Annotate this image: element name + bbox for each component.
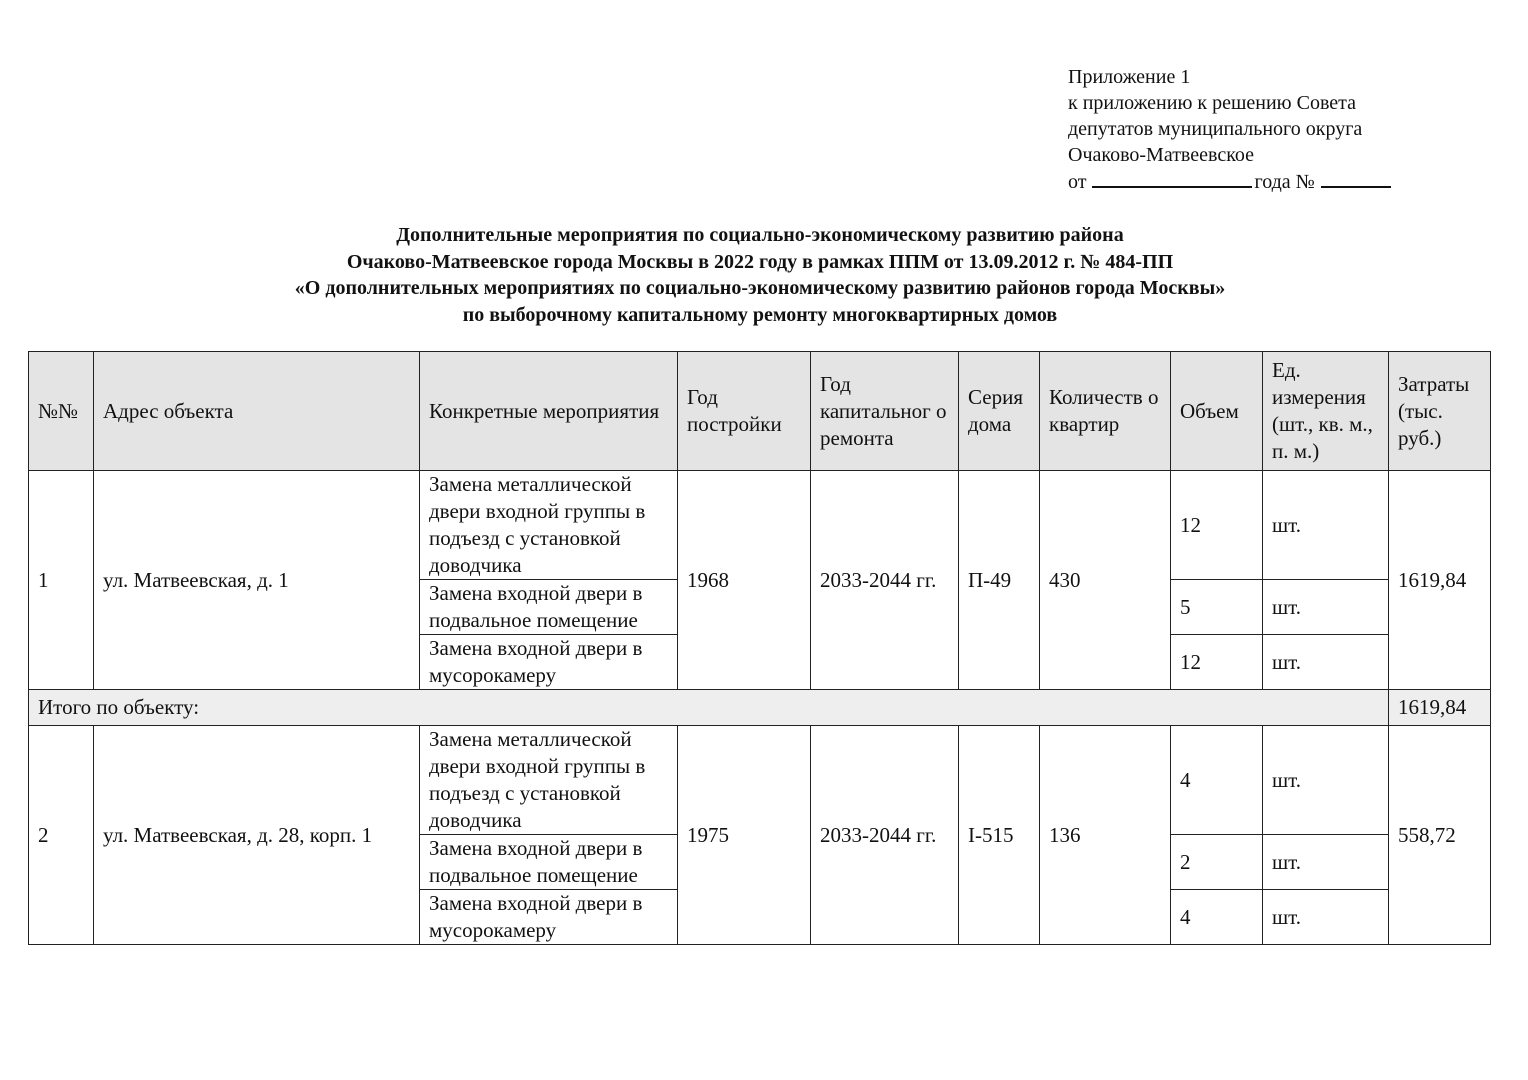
date-middle: года № [1254, 171, 1315, 193]
header-apartments: Количеств о квартир [1040, 352, 1171, 471]
cell-apartments: 136 [1040, 726, 1171, 945]
cell-unit: шт. [1263, 835, 1389, 890]
cell-repair-years: 2033-2044 гг. [811, 726, 959, 945]
cell-cost: 558,72 [1389, 726, 1491, 945]
cell-series: П-49 [959, 471, 1040, 690]
cell-volume: 2 [1171, 835, 1263, 890]
cell-measure: Замена входной двери в мусорокамеру [420, 635, 678, 690]
cell-volume: 5 [1171, 580, 1263, 635]
header-volume: Объем [1171, 352, 1263, 471]
cell-unit: шт. [1263, 471, 1389, 580]
cell-series: I-515 [959, 726, 1040, 945]
cell-address: ул. Матвеевская, д. 1 [94, 471, 420, 690]
document-title [100, 222, 1420, 328]
appendix-date-line [1068, 168, 1508, 195]
total-value: 1619,84 [1389, 690, 1491, 726]
cell-cost: 1619,84 [1389, 471, 1491, 690]
cell-repair-years: 2033-2044 гг. [811, 471, 959, 690]
title-line: «О дополнительных мероприятиях по социально-экономическому развитию районов города Москвы» [294, 277, 1226, 299]
cell-unit: шт. [1263, 726, 1389, 835]
title-line: по выборочному капитальному ремонту многоквартирных домов [462, 303, 1058, 326]
appendix-block [1068, 64, 1508, 195]
title-line: Очаково-Матвеевское города Москвы в 2022 году в рамках ППМ от 13.09.2012 г. № 484-ПП [346, 250, 1174, 273]
cell-num: 1 [29, 471, 94, 690]
cell-volume: 4 [1171, 726, 1263, 835]
appendix-line: к приложению к решению Совета [1068, 92, 1357, 114]
cell-measure: Замена входной двери в подвальное помещение [420, 580, 678, 635]
cell-unit: шт. [1263, 580, 1389, 635]
cell-measure: Замена металлической двери входной группы в подъезд с установкой доводчика [420, 726, 678, 835]
measures-table [28, 351, 1491, 945]
date-blank [1092, 168, 1252, 188]
header-cost: Затраты (тыс. руб.) [1389, 352, 1491, 471]
cell-volume: 4 [1171, 890, 1263, 945]
appendix-line: Очаково-Матвеевское [1068, 144, 1255, 166]
table-row [29, 471, 1491, 580]
cell-num: 2 [29, 726, 94, 945]
cell-year-built: 1975 [678, 726, 811, 945]
cell-measure: Замена входной двери в мусорокамеру [420, 890, 678, 945]
cell-unit: шт. [1263, 890, 1389, 945]
date-prefix: от [1068, 171, 1087, 193]
header-year-built: Год постройки [678, 352, 811, 471]
cell-volume: 12 [1171, 471, 1263, 580]
cell-unit: шт. [1263, 635, 1389, 690]
header-address: Адрес объекта [94, 352, 420, 471]
cell-volume: 12 [1171, 635, 1263, 690]
table-row [29, 726, 1491, 835]
cell-measure: Замена металлической двери входной группы в подъезд с установкой доводчика [420, 471, 678, 580]
appendix-line: депутатов муниципального округа [1068, 118, 1363, 140]
header-unit: Ед. измерения (шт., кв. м., п. м.) [1263, 352, 1389, 471]
header-repair-year: Год капитальног о ремонта [811, 352, 959, 471]
table-header-row [29, 352, 1491, 471]
cell-apartments: 430 [1040, 471, 1171, 690]
cell-measure: Замена входной двери в подвальное помещение [420, 835, 678, 890]
header-measures: Конкретные мероприятия [420, 352, 678, 471]
header-series: Серия дома [959, 352, 1040, 471]
title-line: Дополнительные мероприятия по социально-экономическому развитию района [396, 224, 1124, 246]
total-label: Итого по объекту: [29, 690, 1389, 726]
number-blank [1321, 168, 1391, 188]
appendix-line: Приложение 1 [1068, 66, 1191, 88]
total-row [29, 690, 1491, 726]
cell-address: ул. Матвеевская, д. 28, корп. 1 [94, 726, 420, 945]
cell-year-built: 1968 [678, 471, 811, 690]
header-num: №№ [29, 352, 94, 471]
